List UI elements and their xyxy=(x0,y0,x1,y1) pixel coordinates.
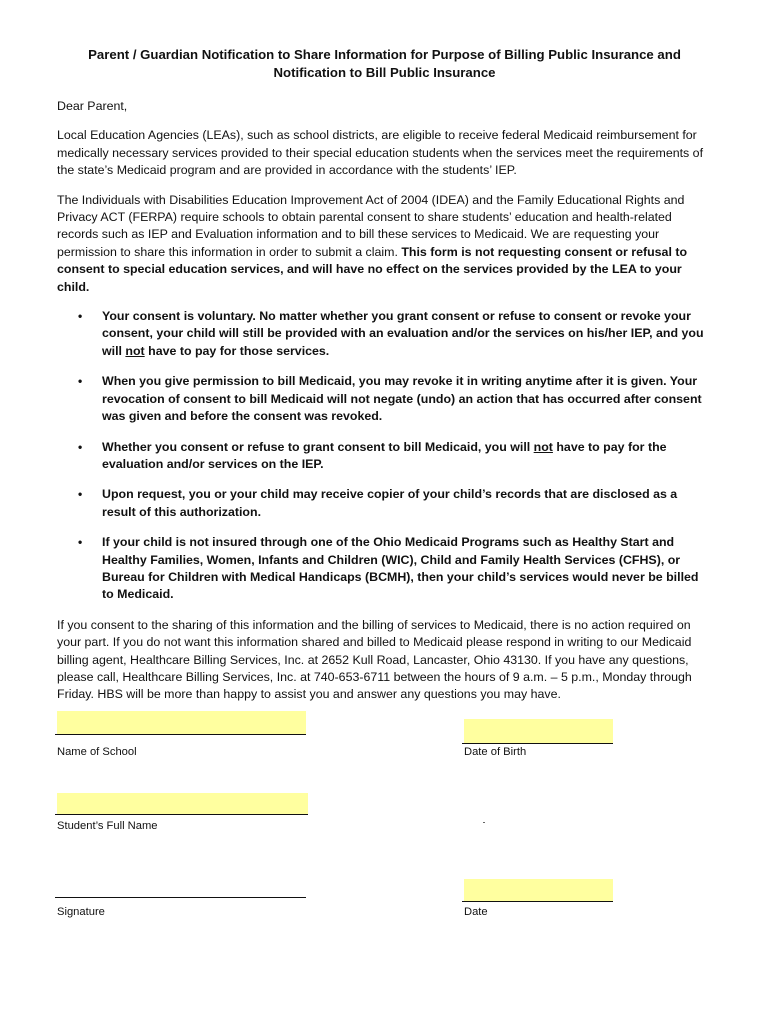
bullet-icon: • xyxy=(78,309,83,324)
date-of-birth-input[interactable] xyxy=(464,719,613,743)
bullet-text: Upon request, you or your child may receive copier of your child’s records that are disclosed as a result of this authorization. xyxy=(102,487,678,519)
bullet-icon: • xyxy=(78,535,83,550)
bullet-item xyxy=(57,308,712,360)
stray-mark xyxy=(483,822,485,823)
bullet-icon: • xyxy=(78,439,83,454)
bullet-text-after: have to pay for the evaluation and/or services on the IEP. xyxy=(102,439,667,471)
document-title: Parent / Guardian Notification to Share Information for Purpose of Billing Public Insurance and Notification to Bill Public Insurance xyxy=(88,47,681,80)
bullet-icon: • xyxy=(78,374,83,389)
signature-line[interactable] xyxy=(55,897,306,898)
bullet-text: If your child is not insured through one of the Ohio Medicaid Programs such as Healthy Start and Healthy Families, Women, Infants and Children (WIC), Child and Family Health Services (CFHS), or Bureau for Children with Medical Handicaps (BCMH), then your child’s services would never be billed to Medicaid. xyxy=(102,535,699,602)
date-label: Date xyxy=(464,906,488,918)
rights-bullet-list xyxy=(57,308,712,604)
signature-label: Signature xyxy=(57,906,105,918)
date-input[interactable] xyxy=(464,879,613,901)
contact-paragraph: If you consent to the sharing of this information and the billing of services to Medicaid, there is no action required on your part. If you do not want this information shared and billed to Medicaid please respond in writing to our Medicaid billing agent, Healthcare Billing Services, Inc. at 2652 Kull Road, Lancaster, Ohio 43130. If you have any questions, please call, Healthcare Billing Services, Inc. at 740-653-6711 between the hours of 9 a.m. – 5 p.m., Monday through Friday. HBS will be more than happy to assist you and answer any questions you may have. xyxy=(57,617,692,702)
bullet-item xyxy=(57,373,712,425)
consent-paragraph-bold: This form is not requesting consent or refusal to consent to special education services, and will have no effect on the services provided by the LEA to your child. xyxy=(57,244,688,294)
date-of-birth-label: Date of Birth xyxy=(464,746,527,758)
bullet-text-after: have to pay for those services. xyxy=(144,343,330,358)
bullet-text: When you give permission to bill Medicaid, you may revoke it in writing anytime after it is given. Your revocation of consent to bill Medicaid will not negate (undo) an action that has occurred after consent was given and before the consent was revoked. xyxy=(102,374,702,424)
school-name-label: Name of School xyxy=(57,746,137,758)
consent-paragraph xyxy=(57,192,712,296)
consent-paragraph-text: The Individuals with Disabilities Education Improvement Act of 2004 (IDEA) and the Family Educational Rights and Privacy ACT (FERPA) require schools to obtain parental consent to share students’ education and health-related records such as IEP and Evaluation information and to bill these services to Medicaid. We are requesting your permission to share this information in order to submit a claim. xyxy=(57,192,685,259)
bullet-underline: not xyxy=(125,343,145,358)
greeting: Dear Parent, xyxy=(57,99,128,113)
school-name-input[interactable] xyxy=(57,711,306,734)
student-name-input[interactable] xyxy=(57,793,308,814)
school-name-underline xyxy=(55,734,306,735)
bullet-item xyxy=(57,534,712,604)
bullet-icon: • xyxy=(78,487,83,502)
bullet-text: Your consent is voluntary. No matter whether you grant consent or refuse to consent or revoke your consent, your child will still be provided with an evaluation and/or the services on his/her IEP, and you will xyxy=(102,309,704,358)
notification-document xyxy=(57,46,712,716)
bullet-underline: not xyxy=(533,439,553,454)
student-name-label: Student’s Full Name xyxy=(57,820,158,832)
student-name-underline xyxy=(55,814,308,815)
date-underline xyxy=(462,901,613,902)
bullet-item xyxy=(57,439,712,474)
bullet-text: Whether you consent or refuse to grant consent to bill Medicaid, you will xyxy=(102,439,534,454)
bullet-item xyxy=(57,486,712,521)
intro-paragraph: Local Education Agencies (LEAs), such as school districts, are eligible to receive federal Medicaid reimbursement for medically necessary services provided to their special education students when the services meet the requirements of the state’s Medicaid program and are provided in accordance with the students’ IEP. xyxy=(57,128,704,178)
